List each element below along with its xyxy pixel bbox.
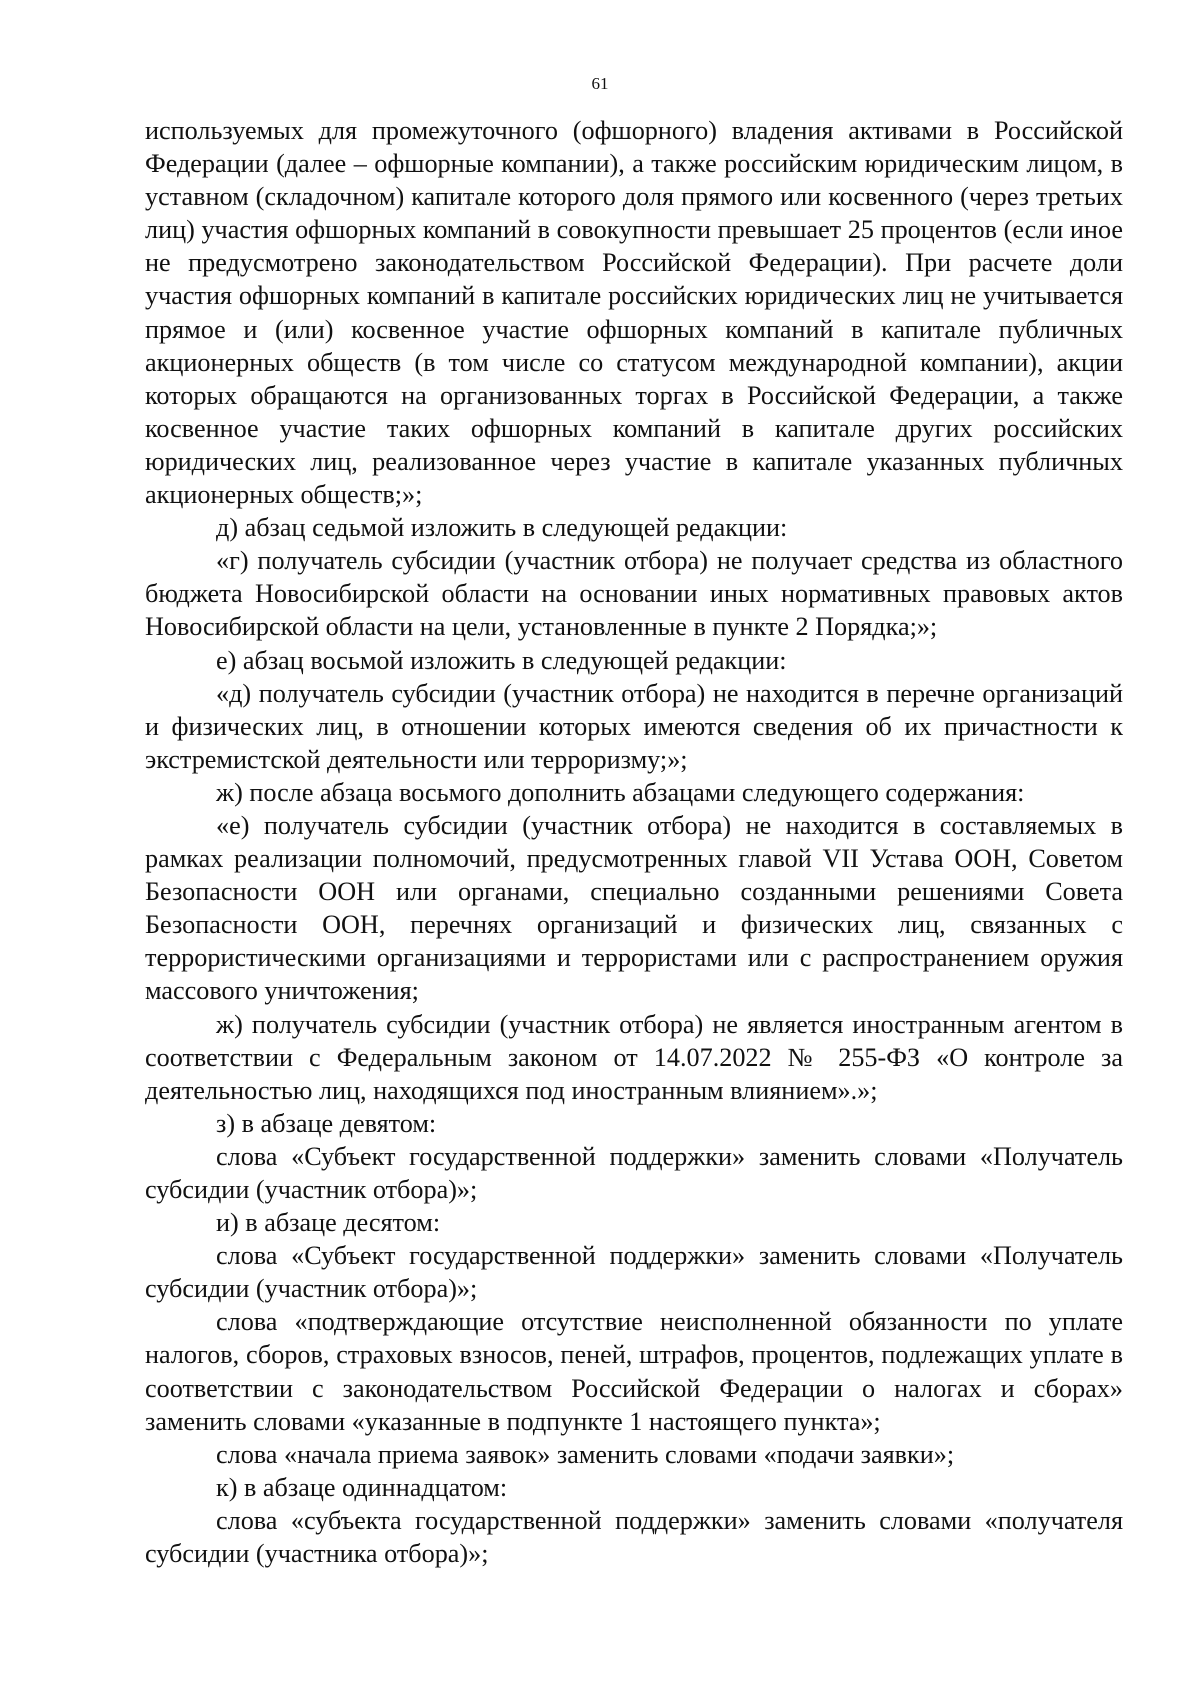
paragraph: слова «Субъект государственной поддержки» заменить словами «Получатель субсидии (участник отбора)»; [145,1141,1123,1204]
paragraph: ж) получатель субсидии (участник отбора) не является иностранным агентом в соответствии с Федеральным законом от 14.07.2022 № 255-ФЗ «О контроле за деятельностью лиц, находящихся под иностранным влиянием».»; [145,1009,1123,1105]
paragraph: д) абзац седьмой изложить в следующей редакции: [216,513,788,543]
paragraph: з) в абзаце девятом: [216,1108,437,1138]
paragraph: используемых для промежуточного (офшорного) владения активами в Российской Федерации (далее – офшорные компании), а также российским юридическим лицом, в уставном (складочном) капитале которого доля прямого или косвенного (через третьих лиц) участия офшорных компаний в совокупности превышает 25 процентов (если иное не предусмотрено законодательством Российской Федерации). При расчете доли участия офшорных компаний в капитале российских юридических лиц не учитывается прямое и (или) косвенное участие офшорных компаний в капитале публичных акционерных обществ (в том числе со статусом международной компании), акции которых обращаются на организованных торгах в Российской Федерации, а также косвенное участие таких офшорных компаний в капитале других российских юридических лиц, реализованное через участие в капитале указанных публичных акционерных обществ;»; [145,116,1123,510]
paragraph: и) в абзаце десятом: [216,1208,441,1238]
paragraph: «д) получатель субсидии (участник отбора) не находится в перечне организаций и физических лиц, в отношении которых имеются сведения об их причастности к экстремистской деятельности или терроризму;»; [145,678,1123,774]
paragraph: слова «Субъект государственной поддержки» заменить словами «Получатель субсидии (участник отбора)»; [145,1241,1123,1304]
paragraph: «е) получатель субсидии (участник отбора) не находится в составляемых в рамках реализации полномочий, предусмотренных главой VII Устава ООН, Советом Безопасности ООН или органами, специально созданными решениями Совета Безопасности ООН, перечнях организаций и физических лиц, связанных с террористическими организациями и террористами или с распространением оружия массового уничтожения; [145,810,1123,1006]
page-number: 61 [591,74,609,93]
paragraph: ж) после абзаца восьмого дополнить абзацами следующего содержания: [216,777,1025,807]
paragraph: слова «субъекта государственной поддержки» заменить словами «получателя субсидии (участника отбора)»; [145,1505,1123,1569]
paragraph: «г) получатель субсидии (участник отбора) не получает средства из областного бюджета Новосибирской области на основании иных нормативных правовых актов Новосибирской области на цели, установленные в пункте 2 Порядка;»; [145,546,1123,642]
paragraph: слова «начала приема заявок» заменить словами «подачи заявки»; [216,1439,955,1469]
paragraph: к) в абзаце одиннадцатом: [216,1472,508,1502]
document-body [145,114,1123,1570]
paragraph: е) абзац восьмой изложить в следующей редакции: [216,645,787,675]
paragraph: слова «подтверждающие отсутствие неисполненной обязанности по уплате налогов, сборов, страховых взносов, пеней, штрафов, процентов, подлежащих уплате в соответствии с законодательством Российской Федерации о налогах и сборах» заменить словами «указанные в подпункте 1 настоящего пункта»; [145,1307,1123,1436]
